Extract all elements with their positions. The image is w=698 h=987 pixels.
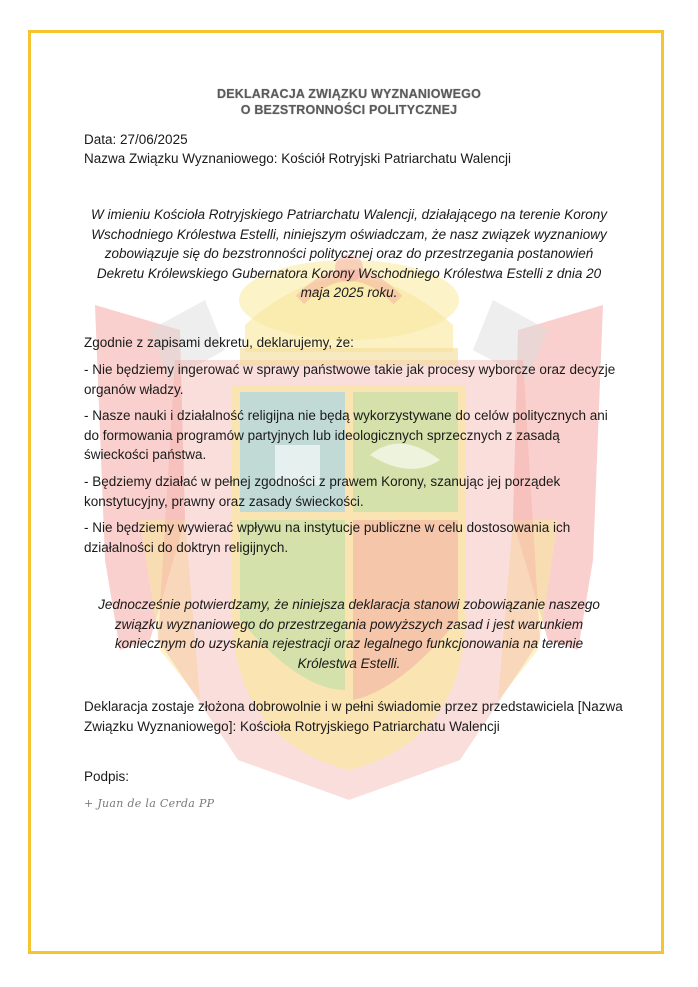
closing-paragraph: Deklaracja zostaje złożona dobrowolnie i w pełni świadomie przez przedstawiciela [Nazwa Związku Wyznaniowego]: Kościoła Rotryjskiego Patriarchatu Walencji <box>84 699 623 734</box>
declaration-point-1: - Nie będziemy ingerować w sprawy państwowe takie jak procesy wyborcze oraz decyzje organów władzy. <box>84 362 616 397</box>
handwritten-signature: + Juan de la Cerda PP <box>84 797 215 810</box>
document-title-line-2: O BEZSTRONNOŚCI POLITYCZNEJ <box>240 103 458 117</box>
date-line: Data: 27/06/2025 <box>84 132 188 147</box>
document-title-line-1: DEKLARACJA ZWIĄZKU WYZNANIOWEGO <box>216 87 482 101</box>
intro-paragraph: W imieniu Kościoła Rotryjskiego Patriarchatu Walencji, działającego na terenie Korony Wschodniego Królestwa Estelli, niniejszym oświadczam, że nasz związek wyznaniowy zobowiązuje się do bezstronności politycznej oraz do przestrzegania postanowień Dekretu Królewskiego Gubernatora Korony Wschodniego Królestwa Estelli z dnia 20 maja 2025 roku. <box>91 207 607 300</box>
declaration-point-2: - Nasze nauki i działalność religijna nie będą wykorzystywane do celów politycznych ani do formowania programów partyjnych lub ideologicznych sprzecznych z zasadą świeckości państwa. <box>84 408 608 462</box>
association-name-line: Nazwa Związku Wyznaniowego: Kościół Rotryjski Patriarchatu Walencji <box>84 151 512 166</box>
lead-text: Zgodnie z zapisami dekretu, deklarujemy, że: <box>84 335 354 350</box>
declaration-point-3: - Będziemy działać w pełnej zgodności z prawem Korony, szanując jej porządek konstytucyjny, prawny oraz zasady świeckości. <box>84 474 561 509</box>
signature-label: Podpis: <box>84 769 130 784</box>
confirmation-paragraph: Jednocześnie potwierdzamy, że niniejsza deklaracja stanowi zobowiązanie naszego związku wyznaniowego do przestrzegania powyższych zasad i jest warunkiem koniecznym do uzyskania rejestracji oraz legalnego funkcjonowania na terenie Królestwa Estelli. <box>98 597 600 671</box>
declaration-point-4: - Nie będziemy wywierać wpływu na instytucje publiczne w celu dostosowania ich działalności do doktryn religijnych. <box>84 520 571 555</box>
